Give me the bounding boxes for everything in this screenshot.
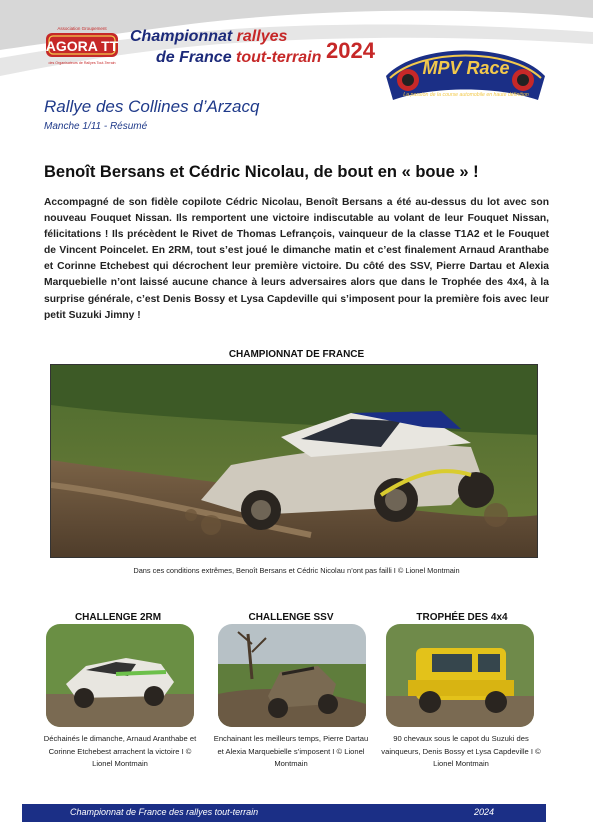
trophee-4x4-label: TROPHÉE DES 4x4: [416, 612, 508, 623]
challenge-2rm-caption: Déchainés le dimanche, Arnaud Aranthabe et Corinne Etchebest arrachent la victoire I © Lionel Montmain: [43, 734, 197, 768]
challenge-2rm-label: CHALLENGE 2RM: [74, 612, 162, 623]
championship-line1: Championnat: [130, 28, 233, 45]
footer-bar: [22, 804, 546, 822]
mpv-logo-tagline: La passion de la course automobile en haute définition: [403, 92, 529, 98]
logo-tagline-top: Association Groupement: [57, 26, 107, 31]
championship-line2: de France: [156, 49, 232, 66]
article-headline: Benoît Bersans et Cédric Nicolau, de bout en « boue » !: [44, 163, 479, 181]
trophee-4x4-caption: 90 chevaux sous le capot du Suzuki des vainqueurs, Denis Bossy et Lysa Capdeville I © Lionel Montmain: [381, 734, 541, 768]
article-lead-paragraph: Accompagné de son fidèle copilote Cédric Nicolau, Benoît Bersans a été au-dessus du lot avec son nouveau Fouquet Nissan. Ils remportent une victoire indiscutable au volant de leur Fouquet Nissan, félicitations ! Ils précèdent le Rivet de Thomas Lefrançois, vainqueur de la classe T1A2 et le Fouquet de Vincent Poincelet. En 2RM, tout s’est joué le dimanche matin et c’est finalement Arnaud Aranthabe et Corinne Etchebest qui décrochent leur première victoire. Du côté des SSV, Pierre Dartau et Alexia Marquebielle n’ont laissé aucune chance à leurs adversaires alors que dans le Trophée des 4x4, à la surprise générale, c’est Denis Bossy et Lysa Capdeville qui s’imposent pour la première fois avec leur petit Suzuki Jimny !: [44, 197, 549, 321]
logo-tagline-bottom: des Organisateurs de Rallyes Tout-Terrain: [48, 61, 116, 65]
championship-line1-accent: rallyes: [236, 28, 288, 45]
trophee-4x4-photo: [386, 624, 534, 727]
championship-year: 2024: [326, 38, 375, 63]
challenge-2rm-photo: [46, 624, 194, 727]
footer-year: 2024: [474, 807, 495, 817]
event-subtitle: Manche 1/11 - Résumé: [44, 121, 148, 132]
footer-title: Championnat de France des rallyes tout-terrain: [70, 807, 259, 817]
challenge-ssv-label: CHALLENGE SSV: [248, 612, 334, 623]
championship-title: [130, 26, 321, 68]
challenge-ssv-caption: Enchainant les meilleurs temps, Pierre Dartau et Alexia Marquebielle s’imposent I © Lionel Montmain: [213, 734, 369, 768]
challenge-ssv-photo: [218, 624, 366, 727]
main-photo-buggy-in-mud: [50, 364, 538, 558]
championship-line2-accent: tout-terrain: [236, 49, 322, 66]
main-photo-caption: Dans ces conditions extrêmes, Benoît Bersans et Cédric Nicolau n’ont pas failli I © Lionel Montmain: [133, 566, 460, 575]
logo-text: AGORA TT: [45, 38, 119, 54]
event-title: Rallye des Collines d’Arzacq: [44, 97, 260, 116]
mpv-race-logo: [378, 34, 553, 112]
agora-tt-logo: [44, 24, 120, 72]
mpv-logo-text: MPV Race: [422, 58, 510, 78]
main-section-label: CHAMPIONNAT DE FRANCE: [228, 349, 365, 360]
